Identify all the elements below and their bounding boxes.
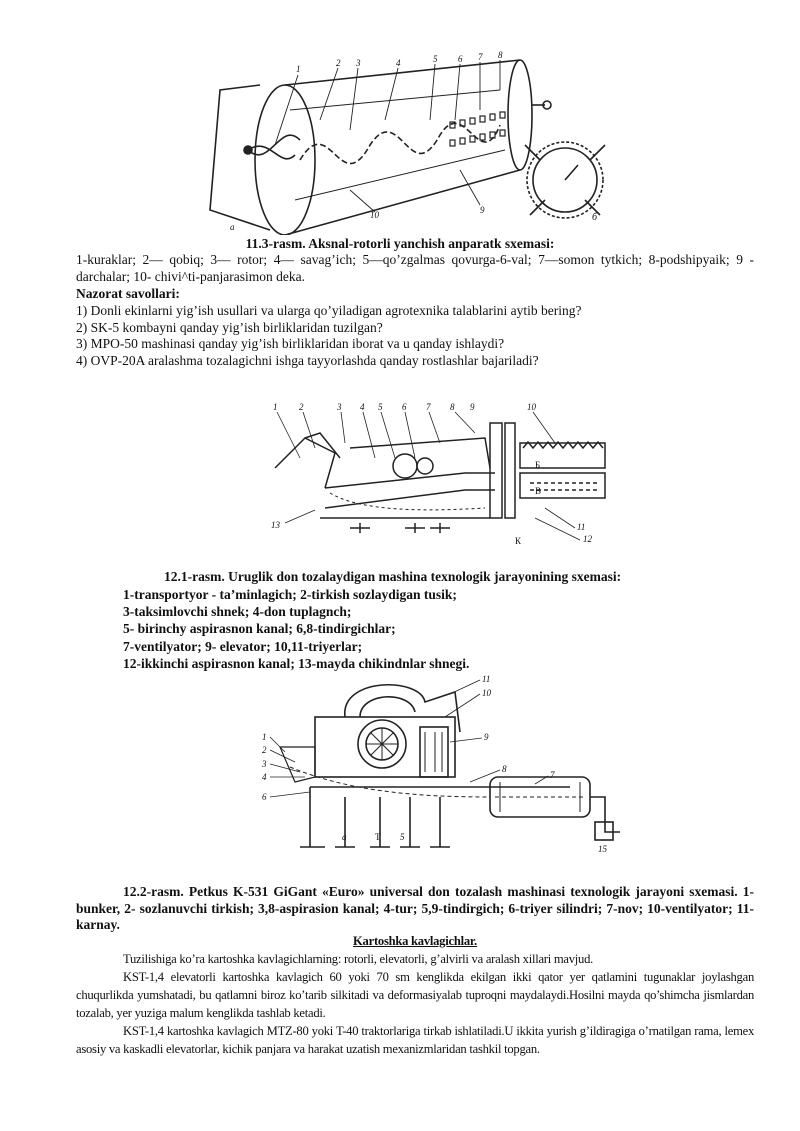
callout-a: a	[230, 222, 235, 232]
figure-12-1-diagram	[265, 398, 610, 553]
callout-v: В	[535, 486, 542, 496]
callout-13: 13	[271, 520, 280, 530]
cylinder-bottom	[285, 170, 520, 235]
callout-12: 12	[583, 534, 592, 544]
questions-list	[76, 303, 766, 369]
callout-7: 7	[426, 402, 431, 412]
figure-12-1-legend	[123, 586, 683, 672]
section-title: Kartoshka kavlagichlar.	[353, 934, 477, 948]
callout-7: 7	[550, 770, 555, 780]
callout-6: 6	[458, 54, 463, 64]
questions-heading: Nazorat savollari:	[76, 286, 180, 301]
figure-11-3-caption: 11.3-rasm. Aksnal-rotorli yanchish anparatk sxemasi:	[245, 236, 555, 251]
callout-9: 9	[484, 732, 489, 742]
callout-10: 10	[482, 688, 491, 698]
callout-b: б	[592, 212, 598, 223]
callout-8: 8	[502, 764, 507, 774]
callout-2: 2	[336, 58, 341, 68]
funnel-shape	[210, 85, 270, 230]
callout-2: 2	[299, 402, 304, 412]
figure-12-2-diagram	[250, 672, 630, 872]
callout-4: 4	[360, 402, 365, 412]
section-paragraph-2: KST-1,4 elevatorli kartoshka kavlagich 60 yoki 70 sm kenglikda ekilgan ikki qator yer qatlamini tugunaklar joylashgan chuqurlikda yumshatadi, bu qatlamni biroz ko’tarib silkitadi va deformasiyalab tuproqni maydalaydi.Hosilni mayda qo’shimcha jismlardan tozalab, yer yuziga malum kenglikda tashlab ketadi.	[76, 970, 754, 1020]
callout-5: 5	[433, 54, 438, 64]
callout-6: 6	[402, 402, 407, 412]
callout-3: 3	[262, 759, 267, 769]
callout-6: 6	[262, 792, 267, 802]
question-item: 3) MPO-50 mashinasi qanday yig’ish birliklaridan iborat va u qanday ishlaydi?	[76, 336, 505, 351]
legend-line: 12-ikkinchi aspirasnon kanal; 13-mayda chikindnlar shnegi.	[123, 655, 470, 671]
section-paragraph-3: KST-1,4 kartoshka kavlagich MTZ-80 yoki T-40 traktorlariga tirkab ishlatiladi.U ikkita yurish g’ildiragiga o’rnatilgan rama, lemex asosiy va kaskadli elevatorlar, kichik panjara va harakat uzatish mexanizmlaridan tashkil topgan.	[76, 1024, 754, 1056]
callout-10: 10	[370, 210, 379, 220]
question-item: 1) Donli ekinlarni yig’ish usullari va ularga qo’yiladigan agrotexnika talablarini aytib bering?	[76, 303, 582, 318]
callout-7: 7	[478, 52, 483, 62]
callout-1: 1	[296, 64, 301, 74]
legend-line: 5- birinchy aspirasnon kanal; 6,8-tindirgichlar;	[123, 621, 396, 637]
figure-12-2-caption-text: 12.2-rasm. Petkus K-531 GiGant «Euro» universal don tozalash mashinasi texnologik jarayoni sxemasi. 1-bunker, 2- sozlanuvchi tirkish; 3,8-aspirasion kanal; 4-tur; 5,9-tindirgich; 6-triyer silindri; 7-nov; 10-ventilyator; 11-karnay.	[76, 884, 754, 932]
callout-11: 11	[577, 522, 586, 532]
cylinder-top	[285, 60, 520, 85]
callout-5: 5	[378, 402, 383, 412]
callout-4: 4	[396, 58, 401, 68]
callout-3: 3	[356, 58, 361, 68]
callout-5: 5	[400, 832, 405, 842]
callout-15: 15	[598, 844, 607, 854]
callout-3: 3	[337, 402, 342, 412]
legend-line: 7-ventilyator; 9- elevator; 10,11-triyerlar;	[123, 638, 363, 654]
callout-11: 11	[482, 674, 491, 684]
legend-line: 1-transportyor - ta’minlagich; 2-tirkish sozlaydigan tusik;	[123, 587, 457, 602]
figure-11-3-diagram	[200, 50, 630, 235]
callout-8: 8	[498, 50, 503, 60]
callout-1: 1	[273, 402, 278, 412]
callout-t: T	[375, 832, 381, 842]
figure-12-2-caption	[76, 884, 754, 934]
callout-8: 8	[450, 402, 455, 412]
callout-1: 1	[262, 732, 267, 742]
section-paragraph-1: Tuzilishiga ko’ra kartoshka kavlagichlarning: rotorli, elevatorli, g’alvirli va aralash xillari mavjud.	[123, 952, 594, 966]
callout-10: 10	[527, 402, 536, 412]
question-item: 4) OVP-20A aralashma tozalagichni ishga tayyorlashda qanday rostlashlar bajariladi?	[76, 352, 539, 368]
callout-4: 4	[262, 772, 267, 782]
funnel-ring	[255, 85, 315, 235]
callout-b: Б	[535, 460, 541, 470]
figure-11-3-legend: 1-kuraklar; 2— qobiq; 3— rotor; 4— savag’ich; 5—qo’zgalmas qovurga-6-val; 7—somon tytkich; 8-podshipyaik; 9 - darchalar; 10- chivi^ti-panjarasimon deka.	[76, 252, 754, 284]
figure-12-1-caption: 12.1-rasm. Uruglik don tozalaydigan mashina texnologik jarayonining sxemasi:	[164, 569, 622, 584]
callout-a: a	[342, 832, 347, 842]
callout-9: 9	[470, 402, 475, 412]
legend-line: 3-taksimlovchi shnek; 4-don tuplagnch;	[123, 604, 352, 620]
question-item: 2) SK-5 kombayni qanday yig’ish birliklaridan tuzilgan?	[76, 319, 383, 335]
callout-k: К	[515, 536, 522, 546]
callout-9: 9	[480, 205, 485, 215]
callout-2: 2	[262, 745, 267, 755]
